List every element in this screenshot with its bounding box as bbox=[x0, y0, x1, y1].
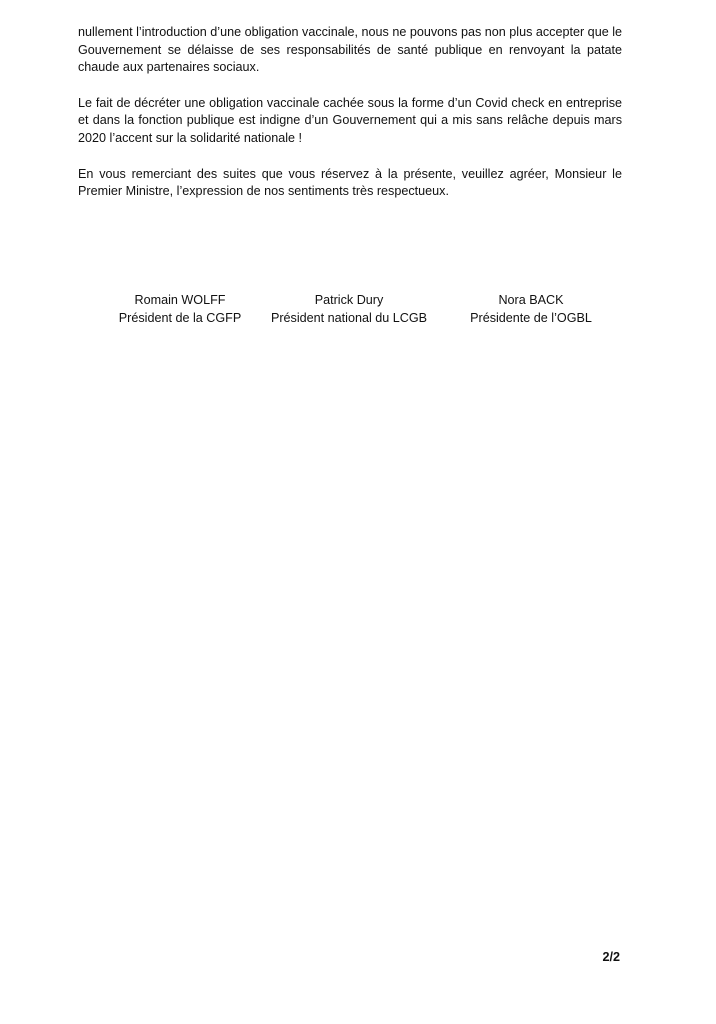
signatory-role: Président de la CGFP bbox=[118, 310, 242, 325]
signatory-name: Nora BACK bbox=[498, 293, 564, 307]
letter-body bbox=[78, 24, 622, 219]
paragraph-1: nullement l’introduction d’une obligation vaccinale, nous ne pouvons pas non plus accepter que le Gouvernement se délaisse de ses responsabilités de santé publique en renvoyant la patate chaude aux partenaires sociaux. bbox=[78, 25, 622, 75]
signatory-role: Président national du LCGB bbox=[270, 310, 428, 325]
signature-block bbox=[78, 292, 622, 332]
signature-lcgb bbox=[249, 292, 449, 327]
page-number: 2/2 bbox=[602, 950, 620, 964]
signature-ogbl bbox=[431, 292, 631, 327]
signatory-role: Présidente de l’OGBL bbox=[470, 310, 592, 325]
signatory-name: Romain WOLFF bbox=[134, 293, 226, 307]
signatory-name: Patrick Dury bbox=[314, 293, 384, 307]
paragraph-2: Le fait de décréter une obligation vaccinale cachée sous la forme d’un Covid check en entreprise et dans la fonction publique est indigne d’un Gouvernement qui a mis sans relâche depuis mars 2020 l’accent sur la solidarité nationale ! bbox=[78, 95, 622, 145]
paragraph-3: En vous remerciant des suites que vous réservez à la présente, veuillez agréer, Monsieur le Premier Ministre, l’expression de nos sentiments très respectueux. bbox=[78, 166, 622, 199]
